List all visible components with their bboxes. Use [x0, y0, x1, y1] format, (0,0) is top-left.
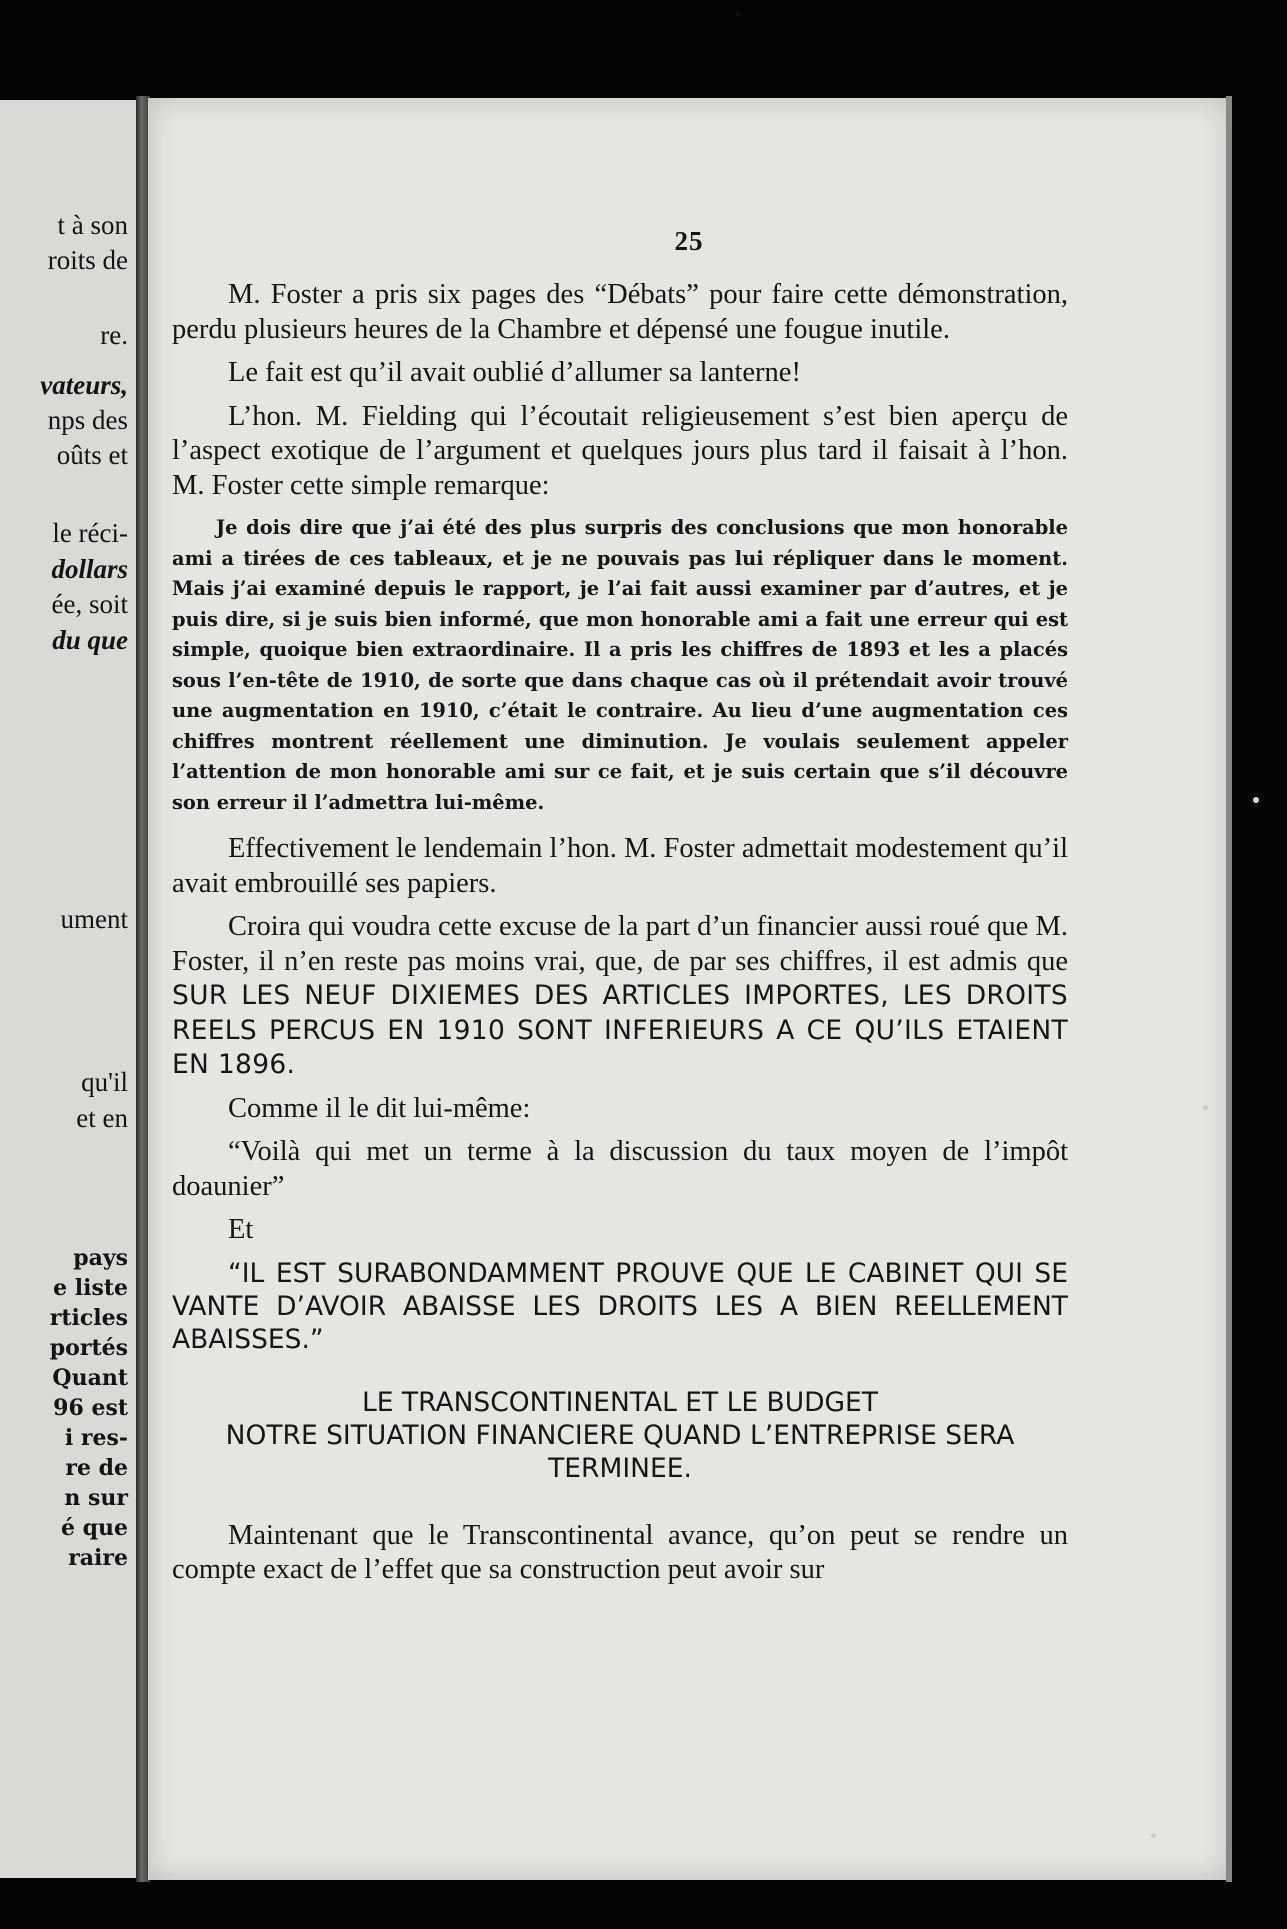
left-page-fragment: oûts et: [56, 440, 128, 470]
left-page-fragment: raire: [68, 1545, 128, 1571]
paragraph-maintenant: Maintenant que le Transcontinental avance, qu’on peut se rendre un compte exact de l’effet que sa construction peut avoir sur: [172, 1519, 1068, 1585]
section-heading-line1: LE TRANSCONTINENTAL ET LE BUDGET: [362, 1386, 878, 1418]
paragraph-comme: Comme il le dit lui-même:: [228, 1092, 531, 1124]
page-edge: [1226, 96, 1232, 1882]
left-page-fragment: et en: [76, 1103, 128, 1133]
page-number: 25: [674, 226, 704, 256]
left-page-fragment: portés: [49, 1335, 128, 1361]
paragraph-croira-caps: SUR LES NEUF DIXIEMES DES ARTICLES IMPORTES, LES DROITS REELS PERCUS EN 1910 SONT INFERIEURS A CE QU’ILS ETAIENT EN 1896.: [172, 980, 1068, 1080]
dust-speck: [1151, 1833, 1156, 1838]
left-page-fragment: ée, soit: [51, 589, 128, 619]
fielding-quote: Je dois dire que j’ai été des plus surpris des conclusions que mon honorable ami a tirées de ces tableaux, et je ne pouvais pas lui répliquer dans le moment. Mais j’ai examiné depuis le rapport, je l’ai fait aussi examiner par d’autres, et je puis dire, si je suis bien informé, que mon honorable ami a fait une erreur qui est simple, quoique bien extraordinaire. Il a pris les chiffres de 1893 et les a placés sous l’en-tête de 1910, de sorte que dans chaque cas où il prétendait avoir trouvé une augmentation en 1910, c’était le contraire. Au lieu d’une augmentation ces chiffres montrent réellement une diminution. Je voulais seulement appeler l’attention de mon honorable ami sur ce fait, et je suis certain que s’il découvre son erreur il l’admettra lui-même.: [172, 516, 1068, 814]
paragraph-effectivement: Effectivement le lendemain l’hon. M. Foster admettait modestement qu’il avait embrouillé ses papiers.: [172, 833, 1068, 899]
left-page-fragment: 96 est: [53, 1395, 128, 1421]
dust-speck: [1253, 797, 1259, 803]
body-text: [172, 278, 1068, 1588]
paragraph-foster-demonstration: M. Foster a pris six pages des “Débats” pour faire cette démonstration, perdu plusieurs heures de la Chambre et dépensé une fougue inutile.: [172, 279, 1068, 345]
paragraph-croira-text: Croira qui voudra cette excuse de la part d’un financier aussi roué que M. Foster, il n’en reste pas moins vrai, que, de par ses chiffres, il est admis que: [172, 911, 1068, 977]
left-page-fragment: é que: [60, 1515, 128, 1541]
left-page-fragment: pays: [73, 1245, 128, 1271]
paragraph-lanterne: Le fait est qu’il avait oublié d’allumer sa lanterne!: [228, 357, 801, 388]
paragraph-croira: [172, 910, 1068, 1083]
dust-speck: [736, 12, 740, 16]
section-heading-line2: NOTRE SITUATION FINANCIERE QUAND L’ENTREPRISE SERA TERMINEE.: [225, 1419, 1015, 1484]
left-page-fragment: du que: [52, 625, 128, 655]
left-page-fragment: ument: [60, 904, 128, 934]
dust-speck: [1203, 1105, 1208, 1110]
paragraph-fielding: L’hon. M. Fielding qui l’écoutait religieusement s’est bien aperçu de l’aspect exotique de l’argument et quelques jours plus tard il faisait à l’hon. M. Foster cette simple remarque:: [172, 400, 1068, 501]
left-page-fragment: i res-: [64, 1425, 128, 1451]
left-facing-page: [0, 100, 138, 1878]
left-page-fragment: qu'il: [81, 1067, 128, 1097]
left-page-fragment: t à son: [57, 210, 128, 240]
left-page-fragment: rticles: [49, 1305, 128, 1331]
left-page-fragment: le réci-: [52, 518, 128, 548]
left-page-fragment: e liste: [53, 1275, 128, 1301]
left-page-fragment: roits de: [47, 245, 128, 275]
left-page-fragment: nps des: [47, 405, 128, 435]
left-page-fragment: re de: [65, 1455, 128, 1481]
paragraph-et: Et: [228, 1214, 254, 1245]
left-page-fragment: n sur: [64, 1485, 128, 1511]
left-page-fragment: dollars: [51, 554, 128, 584]
paragraph-voila: “Voilà qui met un terme à la discussion du taux moyen de l’impôt doaunier”: [172, 1136, 1068, 1202]
left-page-fragment: vateurs,: [40, 370, 128, 400]
left-page-fragment: Quant: [52, 1365, 128, 1391]
paragraph-surabondamment: “IL EST SURABONDAMMENT PROUVE QUE LE CABINET QUI SE VANTE D’AVOIR ABAISSE LES DROITS LES A BIEN REELLEMENT ABAISSES.”: [172, 1257, 1068, 1355]
left-page-fragment: re.: [100, 320, 128, 350]
main-page: [148, 98, 1230, 1880]
